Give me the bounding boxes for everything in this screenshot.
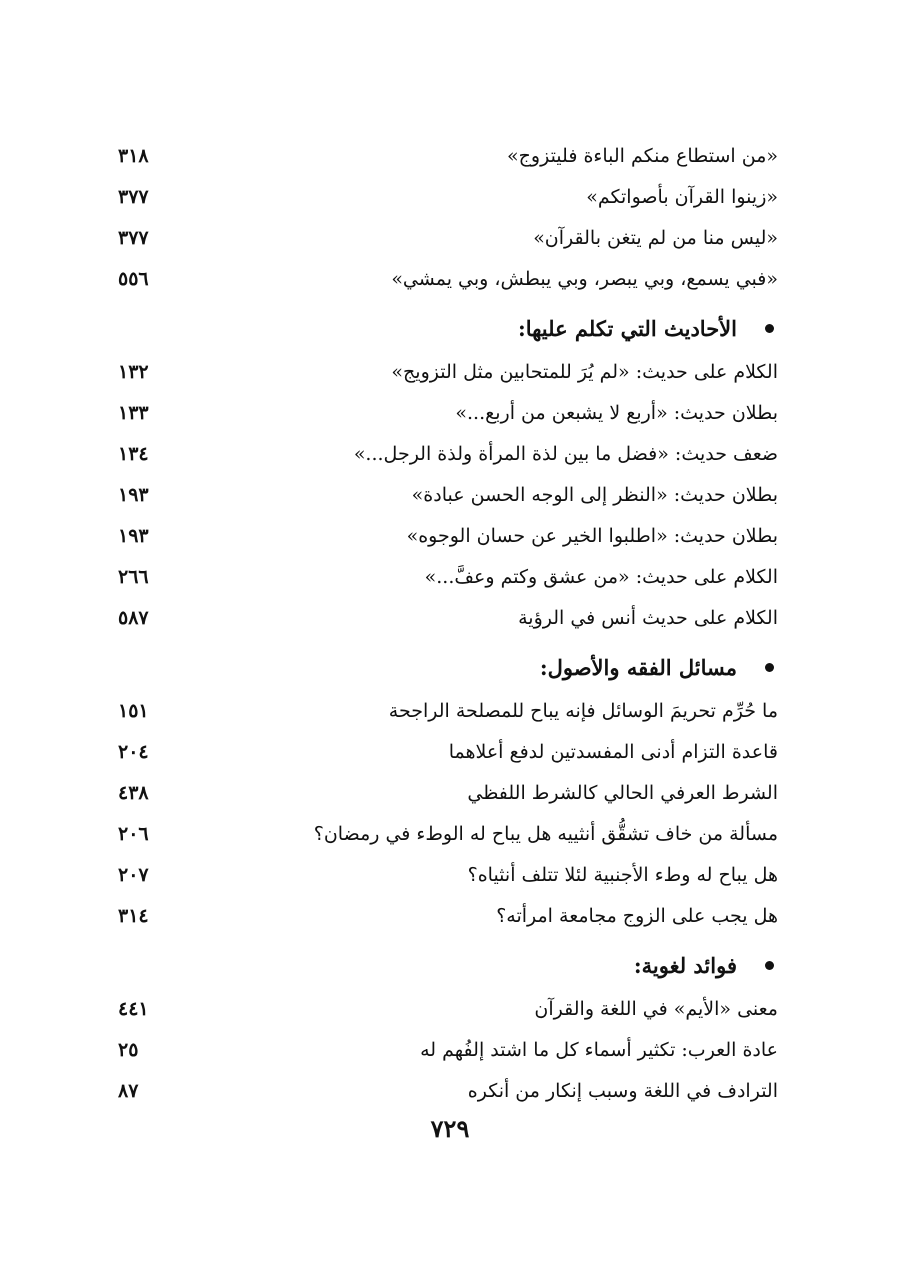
entry-page-number: ٤٣٨ xyxy=(118,782,149,804)
entry-text: ما حُرِّم تحريمَ الوسائل فإنه يباح للمصلحة الراجحة xyxy=(388,700,778,722)
section-heading-text: فوائد لغوية: xyxy=(633,952,737,978)
entry-text: بطلان حديث: «النظر إلى الوجه الحسن عبادة» xyxy=(411,484,778,506)
entry-page-number: ٥٥٦ xyxy=(118,268,149,290)
entry-page-number: ٢٦٦ xyxy=(118,566,149,588)
entry-text: «ليس منا من لم يتغن بالقرآن» xyxy=(533,227,778,249)
index-entry xyxy=(118,177,778,218)
entry-page-number: ٨٧ xyxy=(118,1080,139,1102)
section-heading xyxy=(118,943,778,987)
entry-page-number: ١٥١ xyxy=(118,700,149,722)
entry-page-number: ١٣٣ xyxy=(118,402,149,424)
index-entry xyxy=(118,259,778,300)
entry-page-number: ٥٨٧ xyxy=(118,607,149,629)
entry-page-number: ١٣٢ xyxy=(118,361,149,383)
entry-text: هل يباح له وطء الأجنبية لئلا تتلف أنثياه؟ xyxy=(467,864,778,886)
entry-page-number: ٣١٤ xyxy=(118,905,149,927)
index-entry xyxy=(118,855,778,896)
entry-page-number: ٣٧٧ xyxy=(118,227,149,249)
entry-page-number: ٣١٨ xyxy=(118,145,149,167)
entry-page-number: ٢٠٧ xyxy=(118,864,149,886)
index-entry xyxy=(118,136,778,177)
entry-text: الترادف في اللغة وسبب إنكار من أنكره xyxy=(467,1080,778,1102)
index-entry xyxy=(118,814,778,855)
entry-text: الشرط العرفي الحالي كالشرط اللفظي xyxy=(467,782,778,804)
entry-text: الكلام على حديث: «لم يُرَ للمتحابين مثل التزويج» xyxy=(391,361,778,383)
index-entry xyxy=(118,475,778,516)
entry-text: ضعف حديث: «فضل ما بين لذة المرأة ولذة الرجل...» xyxy=(353,443,778,465)
entry-text: مسألة من خاف تشقُّق أنثييه هل يباح له الوطء في رمضان؟ xyxy=(313,823,778,845)
entry-page-number: ١٩٣ xyxy=(118,525,149,547)
entry-text: الكلام على حديث أنس في الرؤية xyxy=(518,607,778,629)
entry-text: قاعدة التزام أدنى المفسدتين لدفع أعلاهما xyxy=(448,741,778,763)
entry-text: عادة العرب: تكثير أسماء كل ما اشتد إلفُهم له xyxy=(420,1039,778,1061)
entry-text: معنى «الأيم» في اللغة والقرآن xyxy=(534,998,778,1020)
entry-page-number: ٢٥ xyxy=(118,1039,139,1061)
index-entry xyxy=(118,732,778,773)
index-entry xyxy=(118,598,778,639)
bullet-icon xyxy=(765,961,774,970)
index-entry xyxy=(118,434,778,475)
entry-text: الكلام على حديث: «من عشق وكتم وعفَّ...» xyxy=(424,566,778,588)
section-heading-text: الأحاديث التي تكلم عليها: xyxy=(517,315,737,341)
section-heading-text: مسائل الفقه والأصول: xyxy=(539,654,737,680)
index-entry xyxy=(118,1071,778,1112)
bullet-icon xyxy=(765,663,774,672)
entry-page-number: ٣٧٧ xyxy=(118,186,149,208)
index-entry xyxy=(118,989,778,1030)
entry-page-number: ١٩٣ xyxy=(118,484,149,506)
bullet-icon xyxy=(765,324,774,333)
index-entry xyxy=(118,896,778,937)
entry-text: بطلان حديث: «اطلبوا الخير عن حسان الوجوه» xyxy=(406,525,778,547)
entry-page-number: ٢٠٦ xyxy=(118,823,149,845)
index-entry xyxy=(118,691,778,732)
index-entry xyxy=(118,516,778,557)
entry-text: بطلان حديث: «أربع لا يشبعن من أربع...» xyxy=(455,402,778,424)
index-entry xyxy=(118,557,778,598)
index-entry xyxy=(118,352,778,393)
entry-text: «زينوا القرآن بأصواتكم» xyxy=(586,186,778,208)
entry-page-number: ١٣٤ xyxy=(118,443,149,465)
index-entry xyxy=(118,1030,778,1071)
section-heading xyxy=(118,645,778,689)
entry-text: هل يجب على الزوج مجامعة امرأته؟ xyxy=(496,905,778,927)
index-entry xyxy=(118,218,778,259)
entry-text: «فبي يسمع، وبي يبصر، وبي يبطش، وبي يمشي» xyxy=(391,268,778,290)
entry-page-number: ٢٠٤ xyxy=(118,741,149,763)
page-number: ٧٢٩ xyxy=(430,1114,470,1143)
entry-text: «من استطاع منكم الباءة فليتزوج» xyxy=(507,145,778,167)
section-heading xyxy=(118,306,778,350)
index-entry xyxy=(118,393,778,434)
entry-page-number: ٤٤١ xyxy=(118,998,149,1020)
index-entry xyxy=(118,773,778,814)
index-content xyxy=(118,136,778,1112)
